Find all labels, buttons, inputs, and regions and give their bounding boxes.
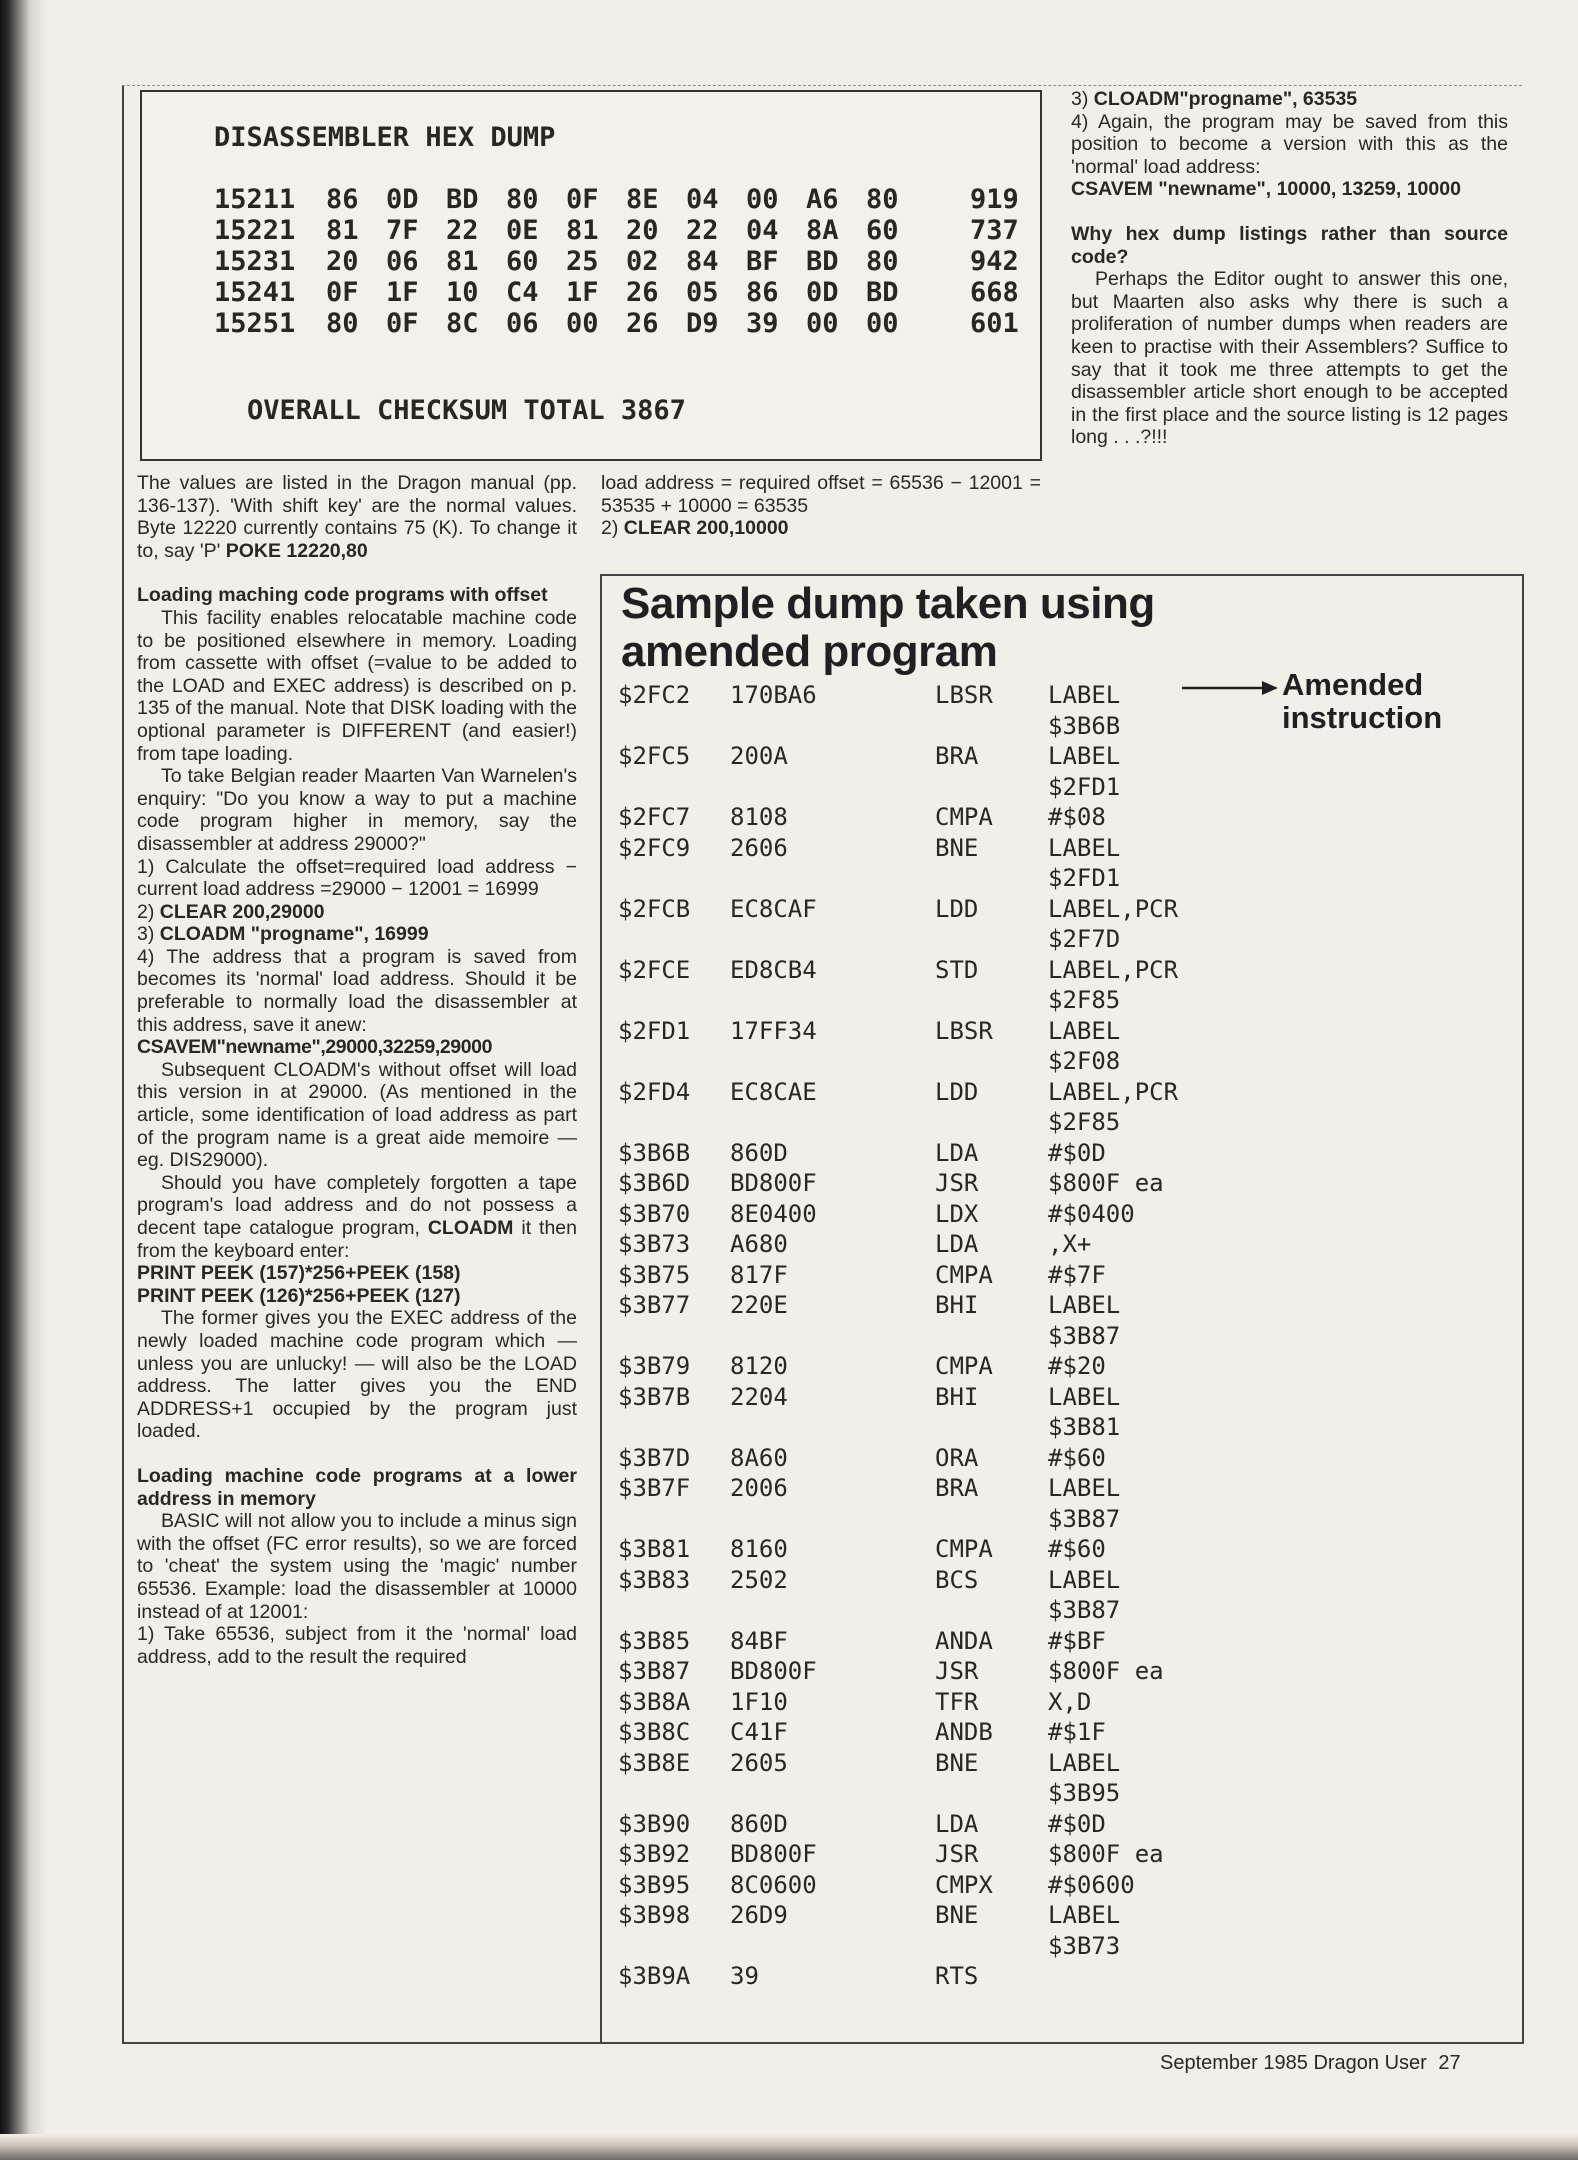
hex-row-checksum: 668: [970, 277, 1019, 308]
hex-byte: 80: [326, 308, 359, 339]
listing-operand: #$0600: [1048, 1870, 1135, 1899]
hex-byte: 00: [806, 308, 839, 339]
col2-step-2: 2) CLEAR 200,10000: [601, 517, 789, 540]
hex-byte: 60: [866, 215, 899, 246]
hex-byte: 1F: [566, 277, 599, 308]
hex-byte: 25: [566, 246, 599, 277]
listing-mnemonic: JSR: [935, 1169, 979, 1197]
frame-top-rule: [122, 85, 1522, 86]
sample-dump-title: Sample dump taken using amended program: [621, 579, 1155, 676]
col3-para-1: Perhaps the Editor ought to answer this one, but Maarten also asks why there is such a proliferation of number dumps when readers are keen to practise with their Assemblers? Suffice to say that it took me three attempts to get the disassembler article short enough to be accepted in the first place and the source listing is 12 pages long . . .?!!!: [1071, 268, 1508, 449]
hex-byte: 81: [326, 215, 359, 246]
listing-mnemonic: CMPA: [935, 803, 993, 831]
listing-opcode-bytes: 170BA6: [730, 681, 817, 709]
column-3: [1071, 88, 1508, 449]
page-number: 27: [1438, 2052, 1461, 2074]
page-footer: [1160, 2052, 1461, 2075]
hex-byte: BD: [866, 277, 899, 308]
listing-target-address: $2F7D: [1048, 925, 1121, 953]
col1-heading-lower-address: Loading machine code programs at a lower address in memory: [137, 1464, 577, 1510]
column-1: [137, 472, 577, 1668]
hex-byte: 0F: [326, 277, 359, 308]
col1-step-1: 1) Calculate the offset=required load address − current load address =29000 − 12001 = 16999: [137, 855, 577, 901]
hex-byte: 26: [626, 277, 659, 308]
hex-dump-box: [140, 90, 1042, 461]
amended-instruction-label: Amended instruction: [1282, 667, 1443, 735]
listing-address: $3B9A: [618, 1962, 691, 1990]
listing-opcode-bytes: 39: [730, 1962, 759, 1990]
hex-byte: 0E: [506, 215, 539, 246]
listing-operand: #$20: [1048, 1352, 1106, 1380]
listing-opcode-bytes: 817F: [730, 1260, 788, 1289]
hex-row-checksum: 919: [970, 184, 1019, 215]
listing-operand: #$08: [1048, 803, 1106, 831]
listing-operand: $800F ea: [1048, 1657, 1164, 1685]
footer-text: September 1985 Dragon User: [1160, 2052, 1427, 2074]
listing-opcode-bytes: EC8CAF: [730, 894, 817, 923]
listing-opcode-bytes: 860D: [730, 1138, 788, 1167]
listing-operand: LABEL: [1048, 833, 1121, 862]
listing-address: $3B8A: [618, 1687, 691, 1716]
listing-operand: LABEL: [1048, 681, 1121, 709]
hex-address: 15251: [214, 308, 296, 339]
listing-mnemonic: JSR: [935, 1657, 979, 1685]
listing-operand: LABEL: [1048, 1291, 1121, 1319]
col1-print-command-2: PRINT PEEK (126)*256+PEEK (127): [137, 1284, 461, 1307]
listing-mnemonic: CMPA: [935, 1535, 993, 1563]
listing-opcode-bytes: 8E0400: [730, 1199, 817, 1228]
listing-opcode-bytes: A680: [730, 1230, 788, 1258]
hex-byte: 02: [626, 246, 659, 277]
hex-byte: 86: [746, 277, 779, 308]
hex-byte: 26: [626, 308, 659, 339]
hex-byte: 8C: [446, 308, 479, 339]
listing-operand: LABEL: [1048, 1474, 1121, 1502]
col1-csavem-command: CSAVEM"newname",29000,32259,29000: [137, 1036, 493, 1059]
listing-opcode-bytes: EC8CAE: [730, 1077, 817, 1106]
listing-operand: LABEL: [1048, 1016, 1121, 1045]
listing-mnemonic: LBSR: [935, 681, 993, 709]
listing-operand: #$0D: [1048, 1809, 1106, 1838]
listing-target-address: $3B6B: [1048, 711, 1121, 740]
hex-byte: 06: [386, 246, 419, 277]
listing-operand: $800F ea: [1048, 1840, 1164, 1868]
listing-mnemonic: LBSR: [935, 1016, 993, 1045]
listing-operand: ,X+: [1048, 1230, 1092, 1258]
listing-address: $3B7D: [618, 1443, 691, 1472]
hex-byte: 00: [866, 308, 899, 339]
hex-byte: 10: [446, 277, 479, 308]
hex-byte: 8E: [626, 184, 659, 215]
listing-address: $3B85: [618, 1626, 691, 1655]
listing-address: $2FCB: [618, 894, 691, 923]
listing-address: $3B70: [618, 1199, 691, 1228]
listing-address: $2FC2: [618, 681, 691, 709]
listing-address: $3B6D: [618, 1169, 691, 1197]
col1-step-4: 4) The address that a program is saved from becomes its 'normal' load address. Should it be preferable to normally load the disassembler at this address, save it anew:: [137, 945, 577, 1036]
listing-address: $2FC9: [618, 833, 691, 862]
hex-byte: BD: [446, 184, 479, 215]
page-gutter-shadow: [0, 0, 48, 2160]
listing-mnemonic: LDD: [935, 894, 979, 923]
listing-operand: #$BF: [1048, 1626, 1106, 1655]
listing-operand: $800F ea: [1048, 1169, 1164, 1197]
listing-opcode-bytes: 26D9: [730, 1901, 788, 1929]
hex-byte: 80: [506, 184, 539, 215]
listing-mnemonic: ANDB: [935, 1718, 993, 1746]
listing-operand: #$60: [1048, 1443, 1106, 1472]
listing-mnemonic: BHI: [935, 1382, 979, 1411]
listing-opcode-bytes: 200A: [730, 742, 788, 770]
hex-byte: 7F: [386, 215, 419, 246]
listing-opcode-bytes: 8120: [730, 1352, 788, 1380]
listing-address: $3B83: [618, 1565, 691, 1594]
listing-opcode-bytes: 2606: [730, 833, 788, 862]
listing-opcode-bytes: 220E: [730, 1291, 788, 1319]
hex-address: 15221: [214, 215, 296, 246]
col1-para-1: The values are listed in the Dragon manual (pp. 136-137). 'With shift key' are the normal values. Byte 12220 currently contains 75 (K). To change it to, say 'P' POKE 12220,80: [137, 472, 577, 562]
listing-address: $3B8E: [618, 1748, 691, 1777]
listing-operand: #$1F: [1048, 1718, 1106, 1746]
listing-address: $3B75: [618, 1260, 691, 1289]
hex-byte: BD: [806, 246, 839, 277]
hex-byte: 0D: [806, 277, 839, 308]
listing-opcode-bytes: 8C0600: [730, 1870, 817, 1899]
listing-opcode-bytes: 2006: [730, 1474, 788, 1502]
listing-target-address: $2F85: [1048, 986, 1121, 1014]
listing-opcode-bytes: 8108: [730, 803, 788, 831]
hex-byte: 0F: [386, 308, 419, 339]
col3-step-3: 3) CLOADM"progname", 63535: [1071, 88, 1358, 110]
hex-address: 15211: [214, 184, 296, 215]
listing-opcode-bytes: BD800F: [730, 1840, 817, 1868]
listing-mnemonic: BNE: [935, 1748, 979, 1777]
hex-byte: 60: [506, 246, 539, 277]
listing-mnemonic: LDD: [935, 1077, 979, 1106]
hex-dump-total: OVERALL CHECKSUM TOTAL 3867: [247, 395, 686, 426]
listing-mnemonic: LDA: [935, 1138, 979, 1167]
hex-byte: 04: [686, 184, 719, 215]
listing-address: $3B81: [618, 1535, 691, 1563]
listing-address: $3B92: [618, 1840, 691, 1868]
frame-left-rule: [122, 85, 124, 2042]
listing-opcode-bytes: C41F: [730, 1718, 788, 1746]
hex-byte: 05: [686, 277, 719, 308]
listing-opcode-bytes: 17FF34: [730, 1016, 817, 1045]
listing-operand: LABEL: [1048, 1565, 1121, 1594]
listing-operand: #$60: [1048, 1535, 1106, 1563]
col1-print-command-1: PRINT PEEK (157)*256+PEEK (158): [137, 1262, 461, 1285]
hex-address: 15231: [214, 246, 296, 277]
listing-address: $2FCE: [618, 955, 691, 984]
listing-mnemonic: LDX: [935, 1199, 979, 1228]
listing-address: $2FC7: [618, 803, 691, 831]
col1-step-3: 3) CLOADM "progname", 16999: [137, 923, 429, 946]
hex-byte: A6: [806, 184, 839, 215]
page-bottom-shadow: [0, 2134, 1578, 2160]
listing-address: $3B98: [618, 1901, 691, 1929]
listing-opcode-bytes: 8160: [730, 1535, 788, 1563]
listing-address: $2FD1: [618, 1016, 691, 1045]
hex-byte: 80: [866, 246, 899, 277]
listing-address: $2FD4: [618, 1077, 691, 1106]
hex-byte: 84: [686, 246, 719, 277]
hex-row-checksum: 942: [970, 246, 1019, 277]
listing-mnemonic: CMPA: [935, 1352, 993, 1380]
listing-mnemonic: RTS: [935, 1962, 979, 1990]
listing-operand: LABEL,PCR: [1048, 1077, 1179, 1106]
listing-mnemonic: BRA: [935, 742, 979, 770]
listing-mnemonic: TFR: [935, 1687, 979, 1716]
listing-target-address: $3B87: [1048, 1596, 1121, 1624]
hex-byte: 80: [866, 184, 899, 215]
listing-address: $3B6B: [618, 1138, 691, 1167]
hex-byte: 39: [746, 308, 779, 339]
listing-target-address: $3B87: [1048, 1321, 1121, 1350]
hex-row-checksum: 601: [970, 308, 1019, 339]
hex-byte: 81: [566, 215, 599, 246]
listing-mnemonic: LDA: [935, 1809, 979, 1838]
col1-para-2: This facility enables relocatable machine code to be positioned elsewhere in memory. Loading from cassette with offset (=value to be added to the LOAD and EXEC address) is described on p. 135 of the manual. Note that DISK loading with the optional parameter is DIFFERENT (and easier!) from tape loading.: [137, 606, 577, 765]
listing-opcode-bytes: ED8CB4: [730, 955, 817, 984]
listing-mnemonic: LDA: [935, 1230, 979, 1258]
listing-opcode-bytes: 2605: [730, 1748, 788, 1777]
listing-mnemonic: STD: [935, 955, 979, 984]
arrow-right-icon: [1180, 678, 1280, 698]
listing-mnemonic: BCS: [935, 1565, 979, 1594]
listing-target-address: $2F85: [1048, 1108, 1121, 1136]
listing-operand: LABEL,PCR: [1048, 955, 1179, 984]
listing-address: $3B90: [618, 1809, 691, 1838]
col1-para-3: To take Belgian reader Maarten Van Warnelen's enquiry: "Do you know a way to put a machine code program higher in memory, say the disassembler at address 29000?": [137, 765, 577, 855]
listing-mnemonic: JSR: [935, 1840, 979, 1868]
listing-address: $2FC5: [618, 742, 691, 770]
listing-mnemonic: BRA: [935, 1474, 979, 1502]
col1-para-4: Subsequent CLOADM's without offset will load this version in at 29000. (As mentioned in the article, some identification of load address as part of the program name is a great aide memoire — eg. DIS29000).: [137, 1058, 577, 1172]
hex-dump-title: DISASSEMBLER HEX DUMP: [214, 122, 556, 153]
col1-para-7: BASIC will not allow you to include a minus sign with the offset (FC error results), so we are forced to 'cheat' the system using the 'magic' number 65536. Example: load the disassembler at 10000 instead of at 12001:: [137, 1510, 577, 1623]
listing-target-address: $2F08: [1048, 1047, 1121, 1075]
hex-byte: D9: [686, 308, 719, 339]
listing-target-address: $3B95: [1048, 1779, 1121, 1807]
listing-mnemonic: BNE: [935, 833, 979, 862]
hex-byte: 00: [746, 184, 779, 215]
hex-byte: 86: [326, 184, 359, 215]
listing-address: $3B7B: [618, 1382, 691, 1411]
hex-byte: 20: [626, 215, 659, 246]
listing-operand: X,D: [1048, 1687, 1092, 1716]
listing-mnemonic: CMPA: [935, 1260, 993, 1289]
listing-opcode-bytes: BD800F: [730, 1169, 817, 1197]
listing-address: $3B87: [618, 1657, 691, 1685]
col1-para-6: The former gives you the EXEC address of the newly loaded machine code program which — unless you are unlucky! — will also be the LOAD address. The latter gives you the END ADDRESS+1 occupied by the program just loaded.: [137, 1307, 577, 1443]
col1-step-2: 2) CLEAR 200,29000: [137, 900, 325, 923]
hex-byte: 06: [506, 308, 539, 339]
listing-operand: LABEL: [1048, 1748, 1121, 1777]
col3-heading: Why hex dump listings rather than source code?: [1071, 222, 1508, 268]
column-2: [601, 472, 1041, 540]
listing-operand: LABEL: [1048, 1382, 1121, 1411]
listing-opcode-bytes: 8A60: [730, 1443, 788, 1472]
hex-byte: 00: [566, 308, 599, 339]
hex-byte: 1F: [386, 277, 419, 308]
listing-mnemonic: ORA: [935, 1443, 979, 1472]
listing-operand: LABEL,PCR: [1048, 894, 1179, 923]
listing-opcode-bytes: 1F10: [730, 1687, 788, 1716]
listing-address: $3B79: [618, 1352, 691, 1380]
listing-operand: LABEL: [1048, 1901, 1121, 1929]
listing-target-address: $3B87: [1048, 1504, 1121, 1533]
col2-line-1: load address = required offset = 65536 − 12001 = 53535 + 10000 = 63535: [601, 472, 1041, 517]
listing-mnemonic: ANDA: [935, 1626, 993, 1655]
listing-target-address: $3B81: [1048, 1413, 1121, 1441]
hex-byte: 20: [326, 246, 359, 277]
listing-mnemonic: CMPX: [935, 1870, 993, 1899]
col1-heading-offset: Loading maching code programs with offset: [137, 584, 548, 607]
listing-target-address: $2FD1: [1048, 864, 1121, 892]
col1-para-5: Should you have completely forgotten a tape program's load address and do not possess a decent tape catalogue program, CLOADM it then from the keyboard enter:: [137, 1171, 577, 1262]
listing-opcode-bytes: 860D: [730, 1809, 788, 1838]
hex-address: 15241: [214, 277, 296, 308]
hex-byte: 22: [446, 215, 479, 246]
hex-byte: 0D: [386, 184, 419, 215]
col1-para-8: 1) Take 65536, subject from it the 'normal' load address, add to the result the required: [137, 1623, 577, 1668]
col3-step-4: 4) Again, the program may be saved from this position to become a version with this as the 'normal' load address:: [1071, 110, 1508, 178]
hex-byte: BF: [746, 246, 779, 277]
hex-byte: 0F: [566, 184, 599, 215]
listing-operand: #$0400: [1048, 1199, 1135, 1228]
listing-address: $3B95: [618, 1870, 691, 1899]
listing-address: $3B8C: [618, 1718, 691, 1746]
listing-operand: LABEL: [1048, 742, 1121, 770]
hex-row-checksum: 737: [970, 215, 1019, 246]
listing-address: $3B77: [618, 1291, 691, 1319]
hex-byte: 04: [746, 215, 779, 246]
listing-opcode-bytes: BD800F: [730, 1657, 817, 1685]
listing-opcode-bytes: 2502: [730, 1565, 788, 1594]
listing-opcode-bytes: 2204: [730, 1382, 788, 1411]
hex-byte: C4: [506, 277, 539, 308]
listing-opcode-bytes: 84BF: [730, 1626, 788, 1655]
col3-csavem-command: CSAVEM "newname", 10000, 13259, 10000: [1071, 178, 1461, 201]
hex-byte: 81: [446, 246, 479, 277]
listing-mnemonic: BNE: [935, 1901, 979, 1929]
hex-byte: 8A: [806, 215, 839, 246]
listing-operand: #$0D: [1048, 1138, 1106, 1167]
listing-operand: #$7F: [1048, 1260, 1106, 1289]
listing-mnemonic: BHI: [935, 1291, 979, 1319]
hex-byte: 22: [686, 215, 719, 246]
listing-target-address: $3B73: [1048, 1931, 1121, 1960]
listing-address: $3B73: [618, 1230, 691, 1258]
listing-target-address: $2FD1: [1048, 772, 1121, 801]
listing-address: $3B7F: [618, 1474, 691, 1502]
